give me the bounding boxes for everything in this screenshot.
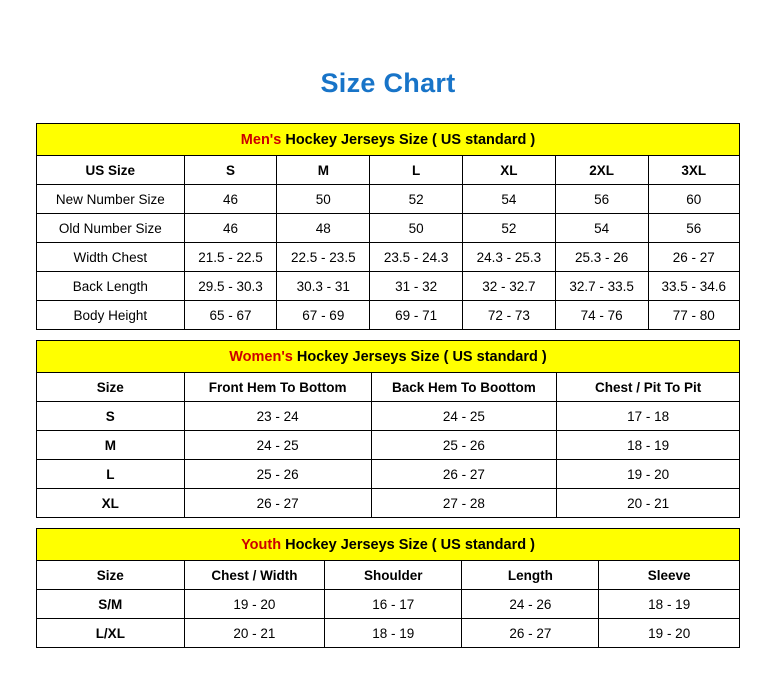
mens-cell: 54	[555, 214, 648, 243]
mens-col-2: M	[277, 156, 370, 185]
mens-cell: 56	[555, 185, 648, 214]
youth-section-header	[37, 529, 740, 561]
womens-size-table	[36, 340, 740, 518]
youth-row-label: S/M	[37, 590, 185, 619]
table-row	[37, 185, 740, 214]
womens-cell: 20 - 21	[557, 489, 740, 518]
table-row	[37, 214, 740, 243]
table-row	[37, 243, 740, 272]
youth-column-header-row	[37, 561, 740, 590]
youth-size-table	[36, 528, 740, 648]
mens-cell: 46	[184, 185, 277, 214]
womens-cell: 26 - 27	[371, 460, 557, 489]
youth-cell: 20 - 21	[184, 619, 325, 648]
womens-col-2: Back Hem To Boottom	[371, 373, 557, 402]
tables-container	[36, 123, 740, 648]
womens-row-label: L	[37, 460, 185, 489]
womens-col-1: Front Hem To Bottom	[184, 373, 371, 402]
mens-cell: 74 - 76	[555, 301, 648, 330]
womens-cell: 23 - 24	[184, 402, 371, 431]
table-row	[37, 301, 740, 330]
womens-cell: 27 - 28	[371, 489, 557, 518]
mens-header-rest: Hockey Jerseys Size ( US standard )	[281, 131, 536, 148]
mens-cell: 23.5 - 24.3	[370, 243, 463, 272]
table-row	[37, 431, 740, 460]
mens-cell: 56	[648, 214, 739, 243]
youth-col-1: Chest / Width	[184, 561, 325, 590]
womens-section-header-row	[37, 341, 740, 373]
mens-row-label: Old Number Size	[37, 214, 185, 243]
womens-column-header-row	[37, 373, 740, 402]
mens-header-accent: Men's	[240, 131, 282, 148]
womens-cell: 26 - 27	[184, 489, 371, 518]
womens-cell: 19 - 20	[557, 460, 740, 489]
mens-cell: 29.5 - 30.3	[184, 272, 277, 301]
table-row	[37, 489, 740, 518]
table-row	[37, 590, 740, 619]
mens-cell: 54	[462, 185, 555, 214]
womens-cell: 25 - 26	[371, 431, 557, 460]
womens-cell: 17 - 18	[557, 402, 740, 431]
table-row	[37, 272, 740, 301]
youth-cell: 24 - 26	[462, 590, 599, 619]
mens-col-4: XL	[462, 156, 555, 185]
youth-header-rest: Hockey Jerseys Size ( US standard )	[281, 536, 535, 553]
mens-col-6: 3XL	[648, 156, 739, 185]
mens-cell: 69 - 71	[370, 301, 463, 330]
mens-cell: 52	[462, 214, 555, 243]
mens-col-0: US Size	[37, 156, 185, 185]
youth-row-label: L/XL	[37, 619, 185, 648]
mens-cell: 33.5 - 34.6	[648, 272, 739, 301]
womens-col-3: Chest / Pit To Pit	[557, 373, 740, 402]
mens-col-1: S	[184, 156, 277, 185]
womens-cell: 18 - 19	[557, 431, 740, 460]
mens-cell: 30.3 - 31	[277, 272, 370, 301]
mens-cell: 31 - 32	[370, 272, 463, 301]
mens-cell: 24.3 - 25.3	[462, 243, 555, 272]
mens-cell: 21.5 - 22.5	[184, 243, 277, 272]
youth-cell: 18 - 19	[325, 619, 462, 648]
table-row	[37, 460, 740, 489]
mens-section-header-row	[37, 124, 740, 156]
womens-row-label: XL	[37, 489, 185, 518]
youth-col-4: Sleeve	[599, 561, 740, 590]
mens-cell: 50	[370, 214, 463, 243]
mens-row-label: New Number Size	[37, 185, 185, 214]
mens-cell: 25.3 - 26	[555, 243, 648, 272]
mens-cell: 26 - 27	[648, 243, 739, 272]
youth-cell: 19 - 20	[184, 590, 325, 619]
mens-row-label: Back Length	[37, 272, 185, 301]
womens-header-rest: Hockey Jerseys Size ( US standard )	[292, 348, 547, 365]
mens-cell: 77 - 80	[648, 301, 739, 330]
mens-cell: 52	[370, 185, 463, 214]
youth-cell: 26 - 27	[462, 619, 599, 648]
mens-cell: 72 - 73	[462, 301, 555, 330]
youth-cell: 16 - 17	[325, 590, 462, 619]
womens-col-0: Size	[37, 373, 185, 402]
mens-col-5: 2XL	[555, 156, 648, 185]
youth-col-0: Size	[37, 561, 185, 590]
mens-cell: 32.7 - 33.5	[555, 272, 648, 301]
womens-section-header	[37, 341, 740, 373]
womens-header-accent: Women's	[229, 348, 293, 365]
womens-cell: 24 - 25	[371, 402, 557, 431]
mens-cell: 50	[277, 185, 370, 214]
mens-cell: 46	[184, 214, 277, 243]
youth-header-accent: Youth	[241, 536, 282, 553]
womens-cell: 25 - 26	[184, 460, 371, 489]
table-row	[37, 402, 740, 431]
womens-cell: 24 - 25	[184, 431, 371, 460]
mens-row-label: Body Height	[37, 301, 185, 330]
mens-cell: 60	[648, 185, 739, 214]
mens-column-header-row	[37, 156, 740, 185]
mens-cell: 32 - 32.7	[462, 272, 555, 301]
youth-cell: 19 - 20	[599, 619, 740, 648]
mens-section-header	[37, 124, 740, 156]
mens-col-3: L	[370, 156, 463, 185]
mens-cell: 67 - 69	[277, 301, 370, 330]
mens-size-table	[36, 123, 740, 330]
mens-row-label: Width Chest	[37, 243, 185, 272]
mens-cell: 22.5 - 23.5	[277, 243, 370, 272]
section-spacer	[36, 518, 740, 528]
youth-col-2: Shoulder	[325, 561, 462, 590]
womens-row-label: M	[37, 431, 185, 460]
mens-cell: 65 - 67	[184, 301, 277, 330]
youth-col-3: Length	[462, 561, 599, 590]
youth-section-header-row	[37, 529, 740, 561]
womens-row-label: S	[37, 402, 185, 431]
youth-cell: 18 - 19	[599, 590, 740, 619]
page-title: Size Chart	[320, 68, 456, 98]
table-row	[37, 619, 740, 648]
section-spacer	[36, 330, 740, 340]
mens-cell: 48	[277, 214, 370, 243]
